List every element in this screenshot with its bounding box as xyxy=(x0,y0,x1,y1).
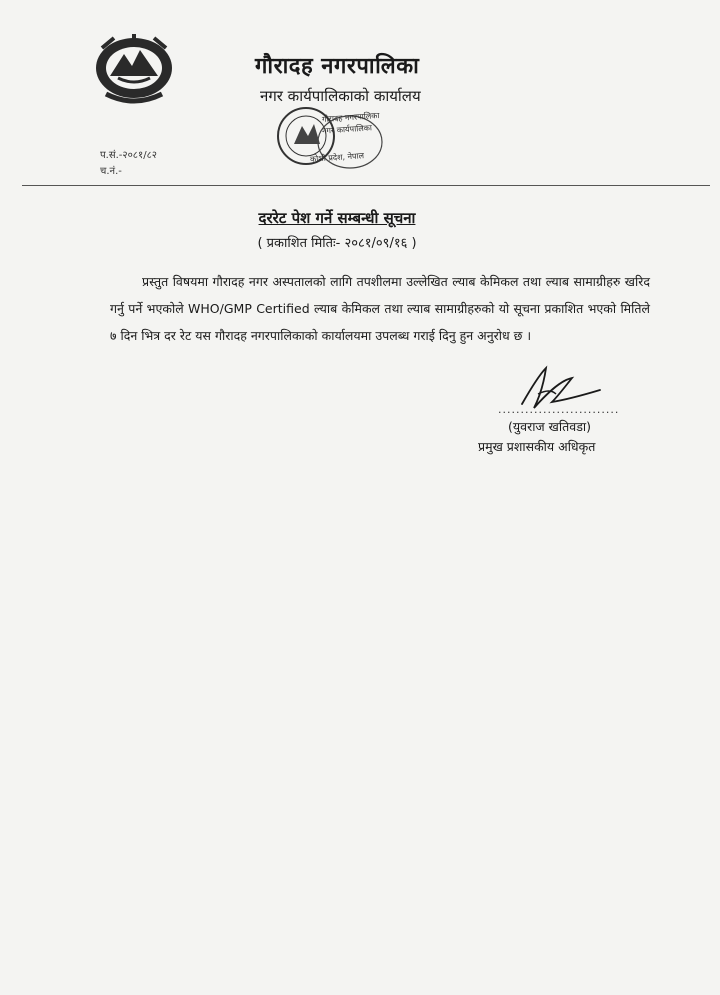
signatory-title: प्रमुख प्रशासकीय अधिकृत xyxy=(478,439,596,454)
header-divider xyxy=(22,185,710,186)
official-stamp xyxy=(270,92,386,180)
published-date: ( प्रकाशित मितिः- २०८१/०९/१६ ) xyxy=(257,236,417,251)
reference-number: प.सं.-२०८१/८२ xyxy=(100,150,157,161)
stamp-line-2: नगर कार्यपालिका xyxy=(321,123,373,136)
notice-body-paragraph: प्रस्तुत विषयमा गौरादह नगर अस्पतालको लागि तपशीलमा उल्लेखित ल्याब केमिकल तथा ल्याब सामाग्रीहरु खरिद गर्नु पर्ने भएकोले WHO/GMP Certified ल्याब केमिकल तथा ल्याब सामाग्रीहरुको यो सूचना प्रकाशित भएको मितिले ७ दिन भित्र दर रेट यस गौरादह नगरपालिकाको कार्यालयमा उपलब्ध गराई दिनु हुन अनुरोध छ । xyxy=(110,274,650,343)
notice-body xyxy=(110,268,650,349)
office-name: नगर कार्यपालिकाको कार्यालय xyxy=(260,87,421,105)
notice-title xyxy=(0,208,674,228)
nepal-emblem-icon xyxy=(88,28,180,104)
organization-name: गौरादह नगरपालिका xyxy=(255,54,420,79)
signature-line: ........................... xyxy=(498,403,620,416)
stamp-line-3: कोशी प्रदेश, नेपाल xyxy=(309,151,365,164)
signatory-name: (युवराज खतिवडा) xyxy=(508,419,592,434)
stamp-line-1: गौरादह नगरपालिका xyxy=(321,111,380,124)
dispatch-number: च.नं.- xyxy=(100,166,122,177)
notice-title-text: दररेट पेश गर्ने सम्बन्धी सूचना xyxy=(258,209,416,227)
